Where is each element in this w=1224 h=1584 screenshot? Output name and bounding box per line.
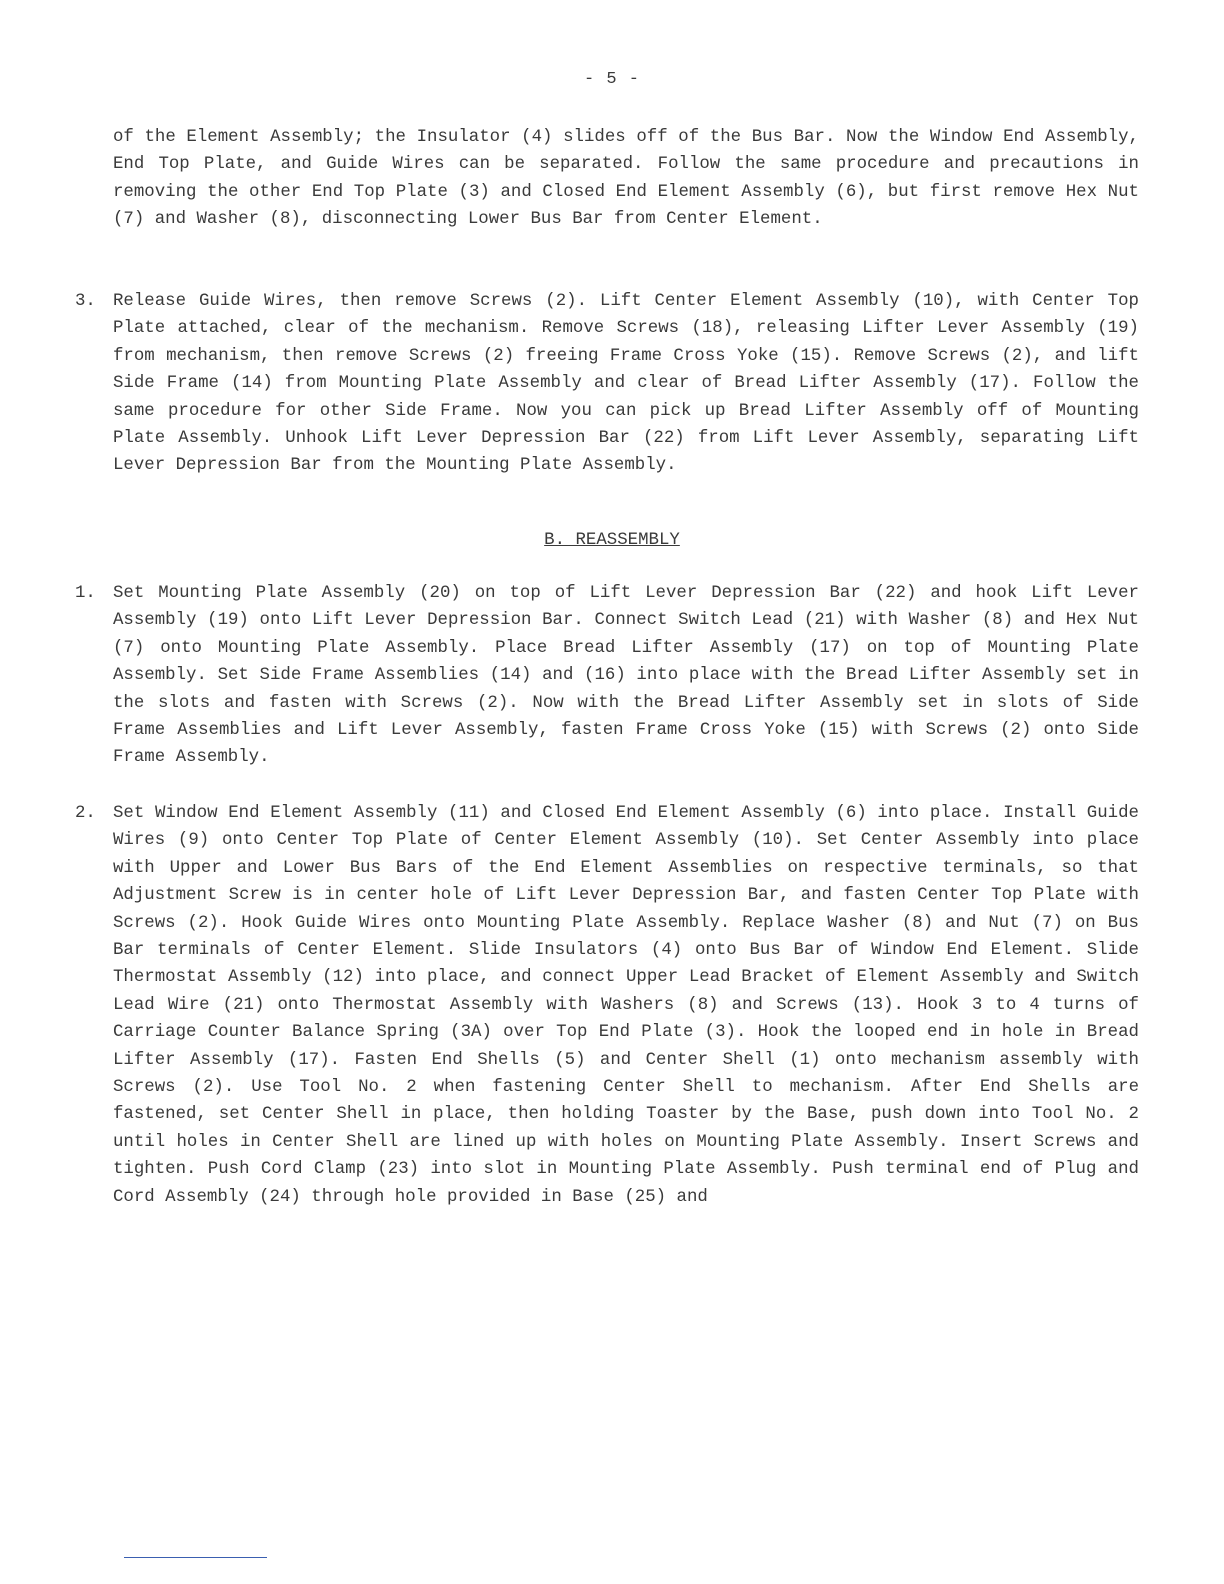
step-number: 3.	[75, 292, 96, 311]
step-text: Set Mounting Plate Assembly (20) on top of Lift Lever Depression Bar (22) and hook Lift Lever Assembly (19) onto Lift Lever Depression Bar. Connect Switch Lead (21) with Washer (8) and Hex Nut (7) onto Mounting Plate Assembly. Place Bread Lifter Assembly (17) on top of Mounting Plate Assembly. Set Side Frame Assemblies (14) and (16) into place with the Bread Lifter Assembly set in the slots and fasten with Screws (2). Now with the Bread Lifter Assembly set in slots of Side Frame Assemblies and Lift Lever Assembly, fasten Frame Cross Yoke (15) with Screws (2) onto Side Frame Assembly.	[113, 584, 1139, 768]
intro-paragraph: of the Element Assembly; the Insulator (4) slides off of the Bus Bar. Now the Window End Assembly, End Top Plate, and Guide Wires can be separated. Follow the same procedure and precautions in removing the other End Top Plate (3) and Closed End Element Assembly (6), but first remove Hex Nut (7) and Washer (8), disconnecting Lower Bus Bar from Center Element.	[113, 128, 1139, 230]
step-number: 1.	[75, 584, 96, 603]
section-heading-reassembly: B. REASSEMBLY	[544, 531, 680, 550]
step-number: 2.	[75, 804, 96, 823]
disassembly-step-3	[75, 288, 1139, 480]
reassembly-step-2	[75, 800, 1139, 1211]
step-text: Release Guide Wires, then remove Screws (2). Lift Center Element Assembly (10), with Center Top Plate attached, clear of the mechanism. Remove Screws (18), releasing Lifter Lever Assembly (19) from mechanism, then remove Screws (2) freeing Frame Cross Yoke (15). Remove Screws (2), and lift Side Frame (14) from Mounting Plate Assembly and clear of Bread Lifter Assembly (17). Follow the same procedure for other Side Frame. Now you can pick up Bread Lifter Assembly off of Mounting Plate Assembly. Unhook Lift Lever Depression Bar (22) from Lift Lever Assembly, separating Lift Lever Depression Bar from the Mounting Plate Assembly.	[113, 292, 1139, 476]
reassembly-step-1	[75, 580, 1139, 772]
footnote-rule	[124, 1557, 267, 1558]
page-number: - 5 -	[583, 70, 640, 89]
step-text: Set Window End Element Assembly (11) and Closed End Element Assembly (6) into place. Install Guide Wires (9) onto Center Top Plate of Center Element Assembly (10). Set Center Assembly into place with Upper and Lower Bus Bars of the End Element Assemblies on respective terminals, so that Adjustment Screw is in center hole of Lift Lever Depression Bar, and fasten Center Top Plate with Screws (2). Hook Guide Wires onto Mounting Plate Assembly. Replace Washer (8) and Nut (7) on Bus Bar terminals of Center Element. Slide Insulators (4) onto Bus Bar of Window End Element. Slide Thermostat Assembly (12) into place, and connect Upper Lead Bracket of Element Assembly and Switch Lead Wire (21) onto Thermostat Assembly with Washers (8) and Screws (13). Hook 3 to 4 turns of Carriage Counter Balance Spring (3A) over Top End Plate (3). Hook the looped end in hole in Bread Lifter Assembly (17). Fasten End Shells (5) and Center Shell (1) onto mechanism assembly with Screws (2). Use Tool No. 2 when fastening Center Shell to mechanism. After End Shells are fastened, set Center Shell in place, then holding Toaster by the Base, push down into Tool No. 2 until holes in Center Shell are lined up with holes on Mounting Plate Assembly. Insert Screws and tighten. Push Cord Clamp (23) into slot in Mounting Plate Assembly. Push terminal end of Plug and Cord Assembly (24) through hole provided in Base (25) and	[113, 804, 1139, 1207]
